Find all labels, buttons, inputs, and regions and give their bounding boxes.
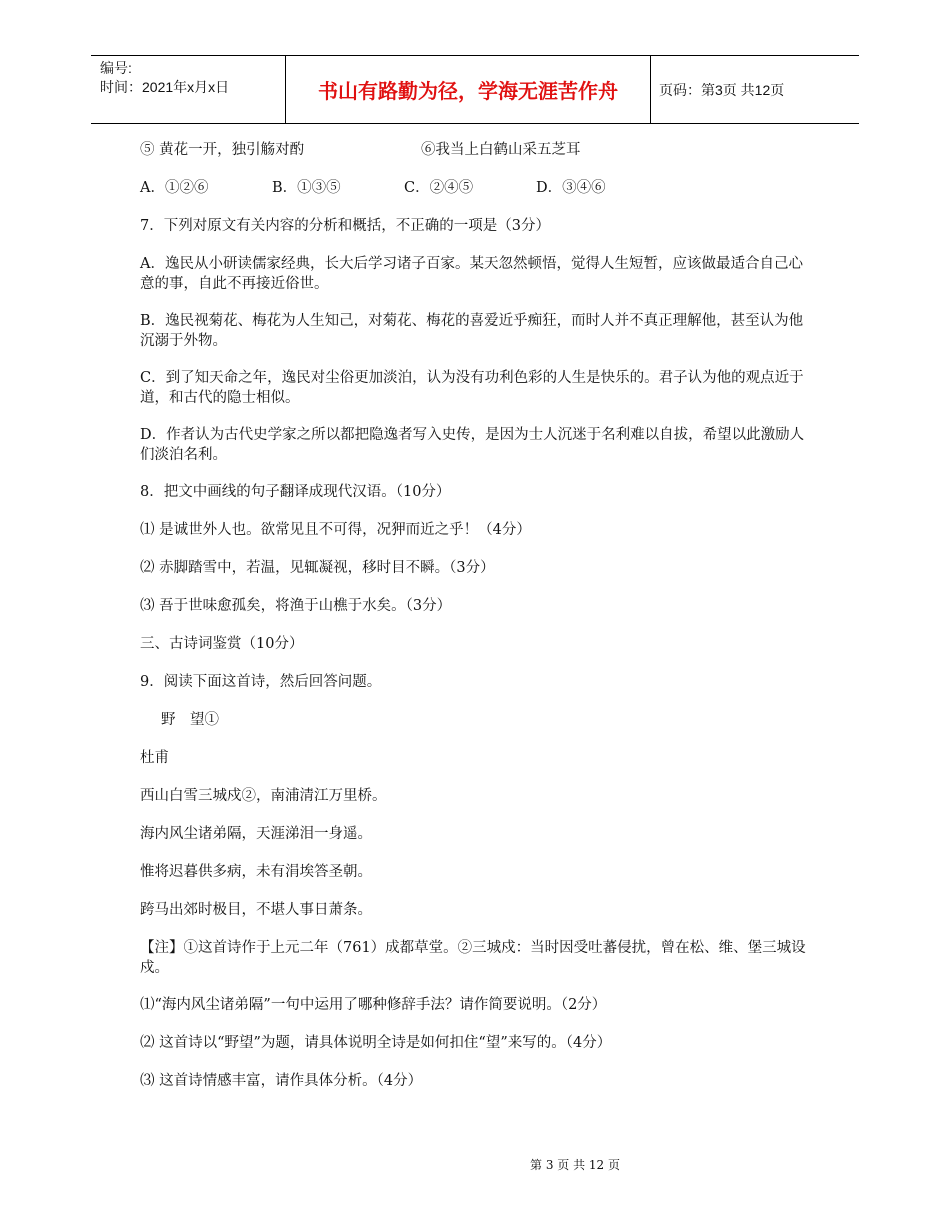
question-7-option-a: A．逸民从小研读儒家经典，长大后学习诸子百家。某天忽然顿悟，觉得人生短暂，应该做最适合自己心意的事，自此不再接近俗世。 [140, 256, 803, 292]
header-motto: 书山有路勤为径，学海无涯苦作舟 [285, 56, 651, 123]
choice-a: A．①②⑥ [140, 180, 209, 196]
footer-page-number: 第 3 页 共 12 页 [530, 1158, 620, 1172]
header-meta [91, 56, 285, 123]
page-label: 页码：第3页 共12页 [659, 81, 785, 98]
section-3-heading: 三、古诗词鉴赏（10分） [140, 636, 304, 652]
question-7-option-d: D．作者认为古代史学家之所以都把隐逸者写入史传，是因为士人沉迷于名利难以自拔，希望以此激励人们淡泊名利。 [140, 427, 805, 463]
poem-line-1: 西山白雪三城戍②，南浦清江万里桥。 [140, 788, 387, 804]
choice-c: C．②④⑤ [404, 180, 474, 196]
option-item-6: ⑥我当上白鹤山采五芝耳 [421, 142, 581, 158]
number-label: 编号: [100, 60, 132, 76]
question-9-sub-3: ⑶ 这首诗情感丰富，请作具体分析。（4分） [140, 1073, 423, 1089]
poem-title: 野 望① [161, 712, 219, 728]
poem-note: 【注】①这首诗作于上元二年（761）成都草堂。②三城戍：当时因受吐蕃侵扰，曾在松、维、堡三城设戍。 [140, 940, 806, 976]
question-9-stem: 9．阅读下面这首诗，然后回答问题。 [140, 674, 382, 690]
poem-line-4: 跨马出郊时极目，不堪人事日萧条。 [140, 902, 372, 918]
option-item-5: ⑤ 黄花一开，独引觞对酌 [140, 142, 305, 158]
question-7-stem: 7．下列对原文有关内容的分析和概括，不正确的一项是（3分） [140, 218, 550, 234]
question-9-sub-2: ⑵ 这首诗以“野望”为题，请具体说明全诗是如何扣住“望”来写的。（4分） [140, 1035, 612, 1051]
poem-line-3: 惟将迟暮供多病，未有涓埃答圣朝。 [140, 864, 372, 880]
poem-author: 杜甫 [140, 750, 169, 766]
question-8-stem: 8．把文中画线的句子翻译成现代汉语。（10分） [140, 484, 451, 500]
options-row-items [140, 140, 812, 160]
question-7-option-b: B．逸民视菊花、梅花为人生知己，对菊花、梅花的喜爱近乎痴狂，而时人并不真正理解他，甚至认为他沉溺于外物。 [140, 313, 804, 349]
poem-line-2: 海内风尘诸弟隔，天涯涕泪一身遥。 [140, 826, 372, 842]
time-label: 时间：2021年x月x日 [100, 79, 230, 95]
answer-choices [140, 178, 812, 198]
question-9-sub-1: ⑴“海内风尘诸弟隔”一句中运用了哪种修辞手法？请作简要说明。（2分） [140, 997, 607, 1013]
question-8-sentence-2: ⑵ 赤脚踏雪中，若温，见辄凝视，移时目不瞬。（3分） [140, 560, 495, 576]
header-page-info [651, 56, 859, 123]
page-footer [0, 1156, 950, 1173]
question-7-option-c: C．到了知天命之年，逸民对尘俗更加淡泊，认为没有功利色彩的人生是快乐的。君子认为他的观点近于道，和古代的隐士相似。 [140, 370, 804, 406]
question-8-sentence-1: ⑴ 是诚世外人也。欲常见且不可得，况狎而近之乎！（4分） [140, 522, 531, 538]
question-8-sentence-3: ⑶ 吾于世味愈孤矣，将渔于山樵于水矣。（3分） [140, 598, 452, 614]
choice-b: B．①③⑤ [272, 180, 341, 196]
choice-d: D．③④⑥ [536, 180, 606, 196]
page-header [91, 55, 859, 124]
document-body [140, 140, 812, 1109]
